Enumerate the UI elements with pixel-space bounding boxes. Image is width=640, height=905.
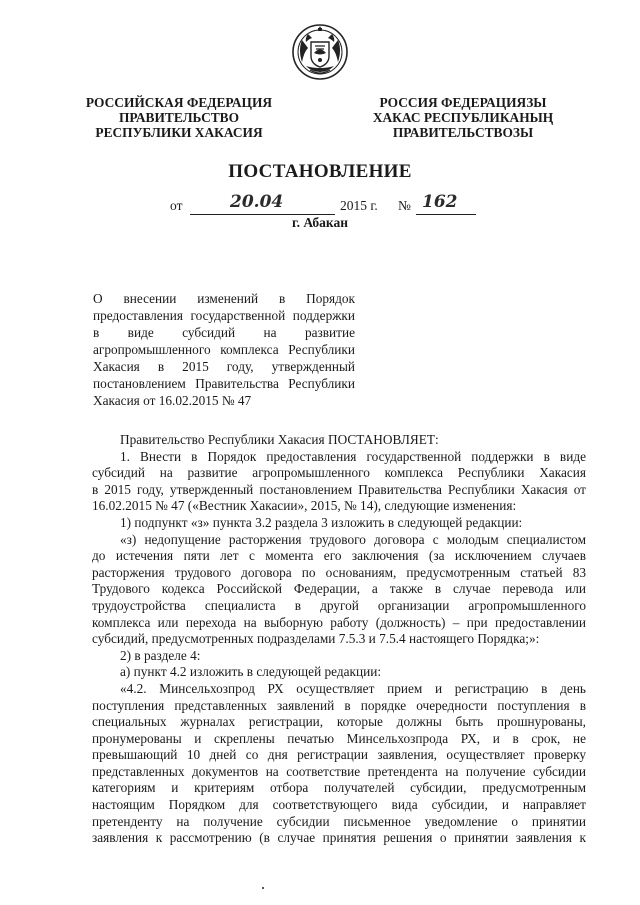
header-line: РОССИЯ ФЕДЕРАЦИЯЗЫ [379,95,547,110]
year-label: 2015 г. [340,198,378,213]
body-line: «4.2. Минсельхозпрод РХ осуществляет прием и регистрацию в день [120,680,586,696]
date-blank [190,192,335,215]
body-preamble: Правительство Республики Хакасия ПОСТАНОВЛЯЕТ: [120,432,439,447]
subject-line: О внесении изменений в Порядок [93,291,355,306]
body-line: категориям и критериям отбора получателей субсидии, предусмотренным [92,780,586,796]
body-line: субсидий на развитие агропромышленного комплекса Республики Хакасия [92,465,586,481]
subject-line: предоставления государственной поддержки [93,308,355,323]
header-line: РОССИЙСКАЯ ФЕДЕРАЦИЯ [85,95,273,110]
handwritten-number: 162 [422,192,458,212]
body-line: специальных журналах регистрации, которые должны быть прошнурованы, [92,714,586,730]
subject-line: постановлением Правительства Республики [93,376,355,391]
date-prefix: от [170,198,183,213]
subject-line: агропромышленного комплекса Республики [93,342,355,357]
subject-line: Хакасия в 2015 году, утвержденный [93,359,355,374]
header-russian [72,95,286,140]
city-label: г. Абакан [292,215,349,230]
body-line: претенденту на получение субсидии письменное уведомление о принятии [92,813,586,829]
body-line: а) пункт 4.2 изложить в следующей редакции: [120,664,382,680]
body-line: «з) недопущение расторжения трудового договора с молодым специалистом [120,531,586,547]
number-sign: № [398,198,411,213]
coat-of-arms-emblem [288,20,352,84]
number-blank [416,192,476,215]
body-line: субсидий, предусмотренных подразделами 7.5.3 и 7.5.4 настоящего Порядка;»: [92,631,540,647]
body-line: 1. Внести в Порядок предоставления государственной поддержки в виде [120,448,586,464]
body-line: расторжения трудового договора по основаниям, предусмотренным статьей 83 [92,564,586,580]
handwritten-date: 20.04 [230,192,284,212]
document-subject [93,290,355,409]
header-line: РЕСПУБЛИКИ ХАКАСИЯ [95,125,263,140]
body-line: поступления представленных заявлений в порядке очередности поступления в [92,697,586,713]
header-line: ХАКАС РЕСПУБЛИКАНЫҢ [372,110,554,125]
body-line: трудоустройства специалиста в другой организации агропромышленного [92,597,586,613]
body-line: пронумерованы и скреплены печатью Минсельхозпрода РХ, и в срок, не [92,730,586,746]
body-line: комплекса или перехода на выборную работу (должность) – при предоставлении [92,614,586,630]
body-line: Трудового кодекса Российской Федерации, а также в случае перевода или [92,581,586,597]
document-body [92,432,586,847]
body-line: до истечения пяти лет с момента его заключения (за исключением случаев [92,548,586,564]
subject-line: в виде субсидий на развитие [93,325,355,340]
body-line: 1) подпункт «з» пункта 3.2 раздела 3 изложить в следующей редакции: [120,514,523,530]
body-line: настоящим Порядком для соответствующего вида субсидии, и направляет [92,797,586,813]
subject-line: Хакасия от 16.02.2015 № 47 [93,393,252,408]
body-line: заявления к рассмотрению (в случае принятия решения о принятии заявления к [92,830,586,846]
body-line: в 2015 году, утвержденный постановлением Правительства Республики Хакасия от [92,481,586,497]
header-khakas [356,95,570,140]
body-line: 2) в разделе 4: [120,647,201,663]
scan-dot [262,887,264,889]
document-title: ПОСТАНОВЛЕНИЕ [228,161,412,182]
header-line: ПРАВИТЕЛЬСТВОЗЫ [392,125,534,140]
body-line: превышающий 10 дней со дня регистрации заявления, осуществляет проверку [92,747,586,763]
header-line: ПРАВИТЕЛЬСТВО [118,110,240,125]
body-line: представленных документов на соответствие претендента на получение субсидии [92,763,586,779]
body-line: 16.02.2015 № 47 («Вестник Хакасии», 2015, № 14), следующие изменения: [92,498,517,514]
